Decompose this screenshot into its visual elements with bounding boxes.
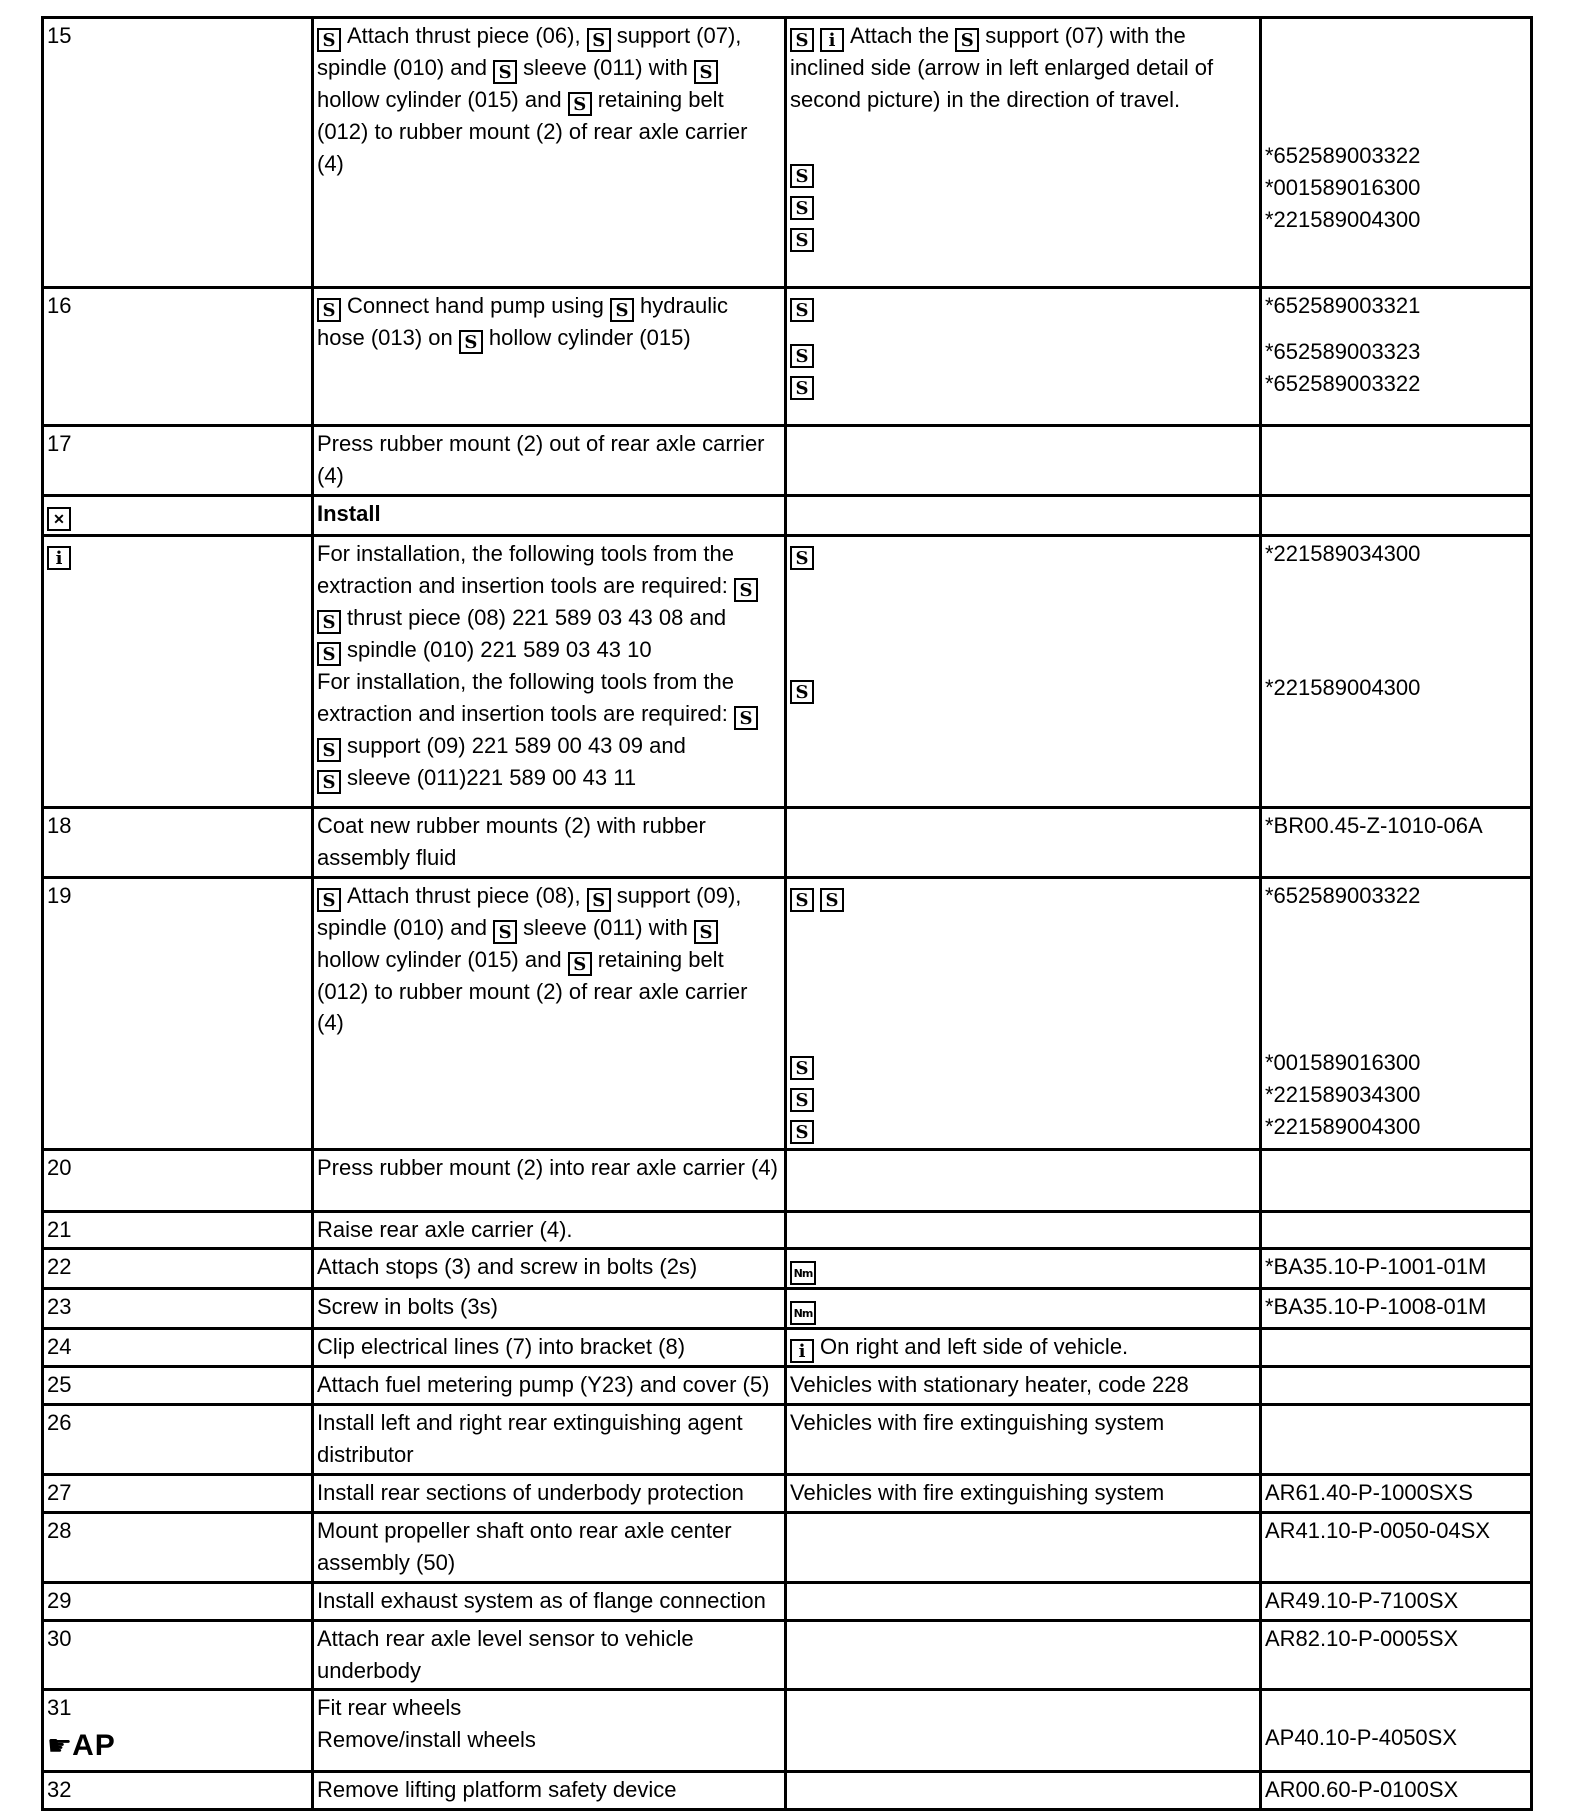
step-description: Remove lifting platform safety device <box>313 1771 786 1809</box>
special-tool-icon[interactable]: S <box>317 738 341 762</box>
step-notes <box>786 535 1261 807</box>
table-row <box>43 1513 1532 1583</box>
special-tool-icon[interactable]: S <box>610 298 634 322</box>
table-row <box>43 495 1532 535</box>
reference-cell <box>1261 1367 1532 1405</box>
special-tool-icon[interactable]: S <box>317 770 341 794</box>
step-number: 17 <box>43 426 313 496</box>
special-tool-icon[interactable]: S <box>790 344 814 368</box>
tool-number[interactable]: *652589003321 <box>1265 293 1421 318</box>
table-row <box>43 1249 1532 1289</box>
step-description: S Attach thrust piece (08), S support (09), spindle (010) and S sleeve (011) with S hollow cylinder (015) and S retaining belt (012) to rubber mount (2) of rear axle carrier (4) <box>313 877 786 1149</box>
step-number: 32 <box>43 1771 313 1809</box>
reference-cell <box>1261 877 1532 1149</box>
step-notes <box>786 877 1261 1149</box>
special-tool-icon[interactable]: S <box>317 642 341 666</box>
step-notes: S i Attach the S support (07) with the inclined side (arrow in left enlarged detail of second picture) in the direction of travel. S S S <box>786 18 1261 288</box>
step-number: 30 <box>43 1620 313 1690</box>
step-description: Install left and right rear extinguishing agent distributor <box>313 1405 786 1475</box>
table-row <box>43 18 1532 288</box>
step-notes <box>786 1620 1261 1690</box>
tool-number[interactable]: *001589016300 <box>1265 1050 1421 1076</box>
step-number: 25 <box>43 1367 313 1405</box>
reference-cell <box>1261 807 1532 877</box>
step-description: Press rubber mount (2) out of rear axle carrier (4) <box>313 426 786 496</box>
step-notes <box>786 1690 1261 1771</box>
step-notes <box>786 426 1261 496</box>
step-notes <box>786 288 1261 426</box>
procedure-table <box>41 16 1533 1811</box>
table-row <box>43 1405 1532 1475</box>
special-tool-icon[interactable]: S <box>568 92 592 116</box>
table-row <box>43 1367 1532 1405</box>
special-tool-icon[interactable]: S <box>317 298 341 322</box>
table-row <box>43 1620 1532 1690</box>
table-row <box>43 1771 1532 1809</box>
special-tool-icon[interactable]: S <box>734 706 758 730</box>
reference-cell <box>1261 288 1532 426</box>
reference-cell <box>1261 1211 1532 1249</box>
special-tool-icon[interactable]: S <box>790 28 814 52</box>
step-description: Clip electrical lines (7) into bracket (8) <box>313 1329 786 1367</box>
tool-number[interactable]: *001589016300 <box>1265 174 1421 200</box>
document-reference-link[interactable]: AR00.60-P-0100SX <box>1265 1776 1459 1802</box>
step-notes <box>786 1249 1261 1289</box>
step-number: 31 ☛AP <box>43 1690 313 1771</box>
step-number: 26 <box>43 1405 313 1475</box>
info-icon: i <box>47 546 71 570</box>
tool-number[interactable]: *652589003322 <box>1265 882 1421 908</box>
info-icon: i <box>790 1339 814 1363</box>
reference-cell <box>1261 1289 1532 1329</box>
reference-cell <box>1261 426 1532 496</box>
reference-cell <box>1261 1620 1532 1690</box>
table-row <box>43 877 1532 1149</box>
step-number: 22 <box>43 1249 313 1289</box>
step-marker <box>43 495 313 535</box>
table-row <box>43 426 1532 496</box>
step-notes <box>786 1149 1261 1211</box>
special-tool-icon[interactable]: S <box>694 920 718 944</box>
torque-icon[interactable]: Nm <box>790 1261 816 1285</box>
step-number: 20 <box>43 1149 313 1211</box>
step-notes <box>786 1289 1261 1329</box>
table-row <box>43 1690 1532 1771</box>
special-tool-icon[interactable]: S <box>790 546 814 570</box>
document-reference-link[interactable]: AP40.10-P-4050SX <box>1265 1725 1458 1751</box>
tool-number[interactable]: *221589004300 <box>1265 1114 1421 1140</box>
step-number: 24 <box>43 1329 313 1367</box>
special-tool-icon[interactable]: S <box>790 376 814 400</box>
step-notes <box>786 1513 1261 1583</box>
step-notes: Vehicles with stationary heater, code 228 <box>786 1367 1261 1405</box>
special-tool-icon[interactable]: S <box>493 920 517 944</box>
special-tool-icon[interactable]: S <box>820 888 844 912</box>
reference-cell <box>1261 1513 1532 1583</box>
step-notes <box>786 1582 1261 1620</box>
step-description: For installation, the following tools from the extraction and insertion tools are required: S S thrust piece (08) 221 589 03 43 08 and S spindle (010) 221 589 03 43 10 For installation, the following tools from the extraction and insertion tools are required: S S support (09) 221 589 00 43 09 and S sleeve (011)221 589 00 43 11 <box>313 535 786 807</box>
special-tool-icon[interactable]: S <box>587 28 611 52</box>
document-reference-link[interactable]: AR41.10-P-0050-04SX <box>1265 1518 1491 1544</box>
reference-cell <box>1261 495 1532 535</box>
tool-number[interactable]: *652589003322 <box>1265 370 1421 396</box>
step-number: 15 <box>43 18 313 288</box>
table-row <box>43 1582 1532 1620</box>
step-notes <box>786 1211 1261 1249</box>
step-description: Attach rear axle level sensor to vehicle underbody <box>313 1620 786 1690</box>
step-number: 16 <box>43 288 313 426</box>
tool-number[interactable]: *221589034300 <box>1265 540 1421 566</box>
step-number: 19 <box>43 877 313 1149</box>
special-tool-icon[interactable]: S <box>459 330 483 354</box>
reference-cell <box>1261 18 1532 288</box>
step-description: S Connect hand pump using S hydraulic hose (013) on S hollow cylinder (015) <box>313 288 786 426</box>
reference-cell <box>1261 535 1532 807</box>
section-heading: Install <box>313 495 786 535</box>
step-notes: Vehicles with fire extinguishing system <box>786 1475 1261 1513</box>
step-marker <box>43 535 313 807</box>
reference-cell <box>1261 1149 1532 1211</box>
step-number: 28 <box>43 1513 313 1583</box>
install-icon: ✕ <box>47 507 71 531</box>
document-reference-link[interactable]: *BA35.10-P-1001-01M <box>1265 1254 1487 1280</box>
special-tool-icon[interactable]: S <box>568 952 592 976</box>
document-reference-link[interactable]: AR61.40-P-1000SXS <box>1265 1480 1473 1506</box>
step-notes <box>786 1771 1261 1809</box>
document-reference-link[interactable]: AR49.10-P-7100SX <box>1265 1587 1459 1613</box>
step-number: 18 <box>43 807 313 877</box>
step-description: Screw in bolts (3s) <box>313 1289 786 1329</box>
document-reference-link[interactable]: *BR00.45-Z-1010-06A <box>1265 812 1483 838</box>
table-row <box>43 807 1532 877</box>
special-tool-icon[interactable]: S <box>790 228 814 252</box>
special-tool-icon[interactable]: S <box>790 1120 814 1144</box>
step-description: Install exhaust system as of flange connection <box>313 1582 786 1620</box>
special-tool-icon[interactable]: S <box>790 680 814 704</box>
special-tool-icon[interactable]: S <box>790 164 814 188</box>
table-row <box>43 1289 1532 1329</box>
step-notes <box>786 807 1261 877</box>
tool-number[interactable]: *221589004300 <box>1265 206 1421 232</box>
step-description: Raise rear axle carrier (4). <box>313 1211 786 1249</box>
special-tool-icon[interactable]: S <box>317 888 341 912</box>
step-number: 27 <box>43 1475 313 1513</box>
step-description: Coat new rubber mounts (2) with rubber assembly fluid <box>313 807 786 877</box>
table-row <box>43 1329 1532 1367</box>
table-row <box>43 535 1532 807</box>
pointing-hand-icon: ☛ <box>47 1729 73 1763</box>
step-description: Press rubber mount (2) into rear axle carrier (4) <box>313 1149 786 1211</box>
reference-cell <box>1261 1582 1532 1620</box>
step-description: S Attach thrust piece (06), S support (07), spindle (010) and S sleeve (011) with S hollow cylinder (015) and S retaining belt (012) to rubber mount (2) of rear axle carrier (4) <box>313 18 786 288</box>
special-tool-icon[interactable]: S <box>955 28 979 52</box>
document-reference-link[interactable]: *BA35.10-P-1008-01M <box>1265 1294 1487 1320</box>
special-tool-icon[interactable]: S <box>790 1056 814 1080</box>
special-tool-icon[interactable]: S <box>493 60 517 84</box>
special-tool-icon[interactable]: S <box>317 610 341 634</box>
tool-number[interactable]: *221589004300 <box>1265 674 1421 700</box>
step-number: 29 <box>43 1582 313 1620</box>
document-reference-link[interactable]: AR82.10-P-0005SX <box>1265 1625 1459 1651</box>
special-tool-icon[interactable]: S <box>790 888 814 912</box>
step-notes: i On right and left side of vehicle. <box>786 1329 1261 1367</box>
reference-cell <box>1261 1475 1532 1513</box>
special-tool-icon[interactable]: S <box>587 888 611 912</box>
table-row <box>43 1475 1532 1513</box>
step-description: Fit rear wheels Remove/install wheels <box>313 1690 786 1771</box>
reference-cell <box>1261 1771 1532 1809</box>
special-tool-icon[interactable]: S <box>790 1088 814 1112</box>
table-row <box>43 1149 1532 1211</box>
reference-cell <box>1261 1405 1532 1475</box>
special-tool-icon[interactable]: S <box>317 28 341 52</box>
step-notes <box>786 495 1261 535</box>
table-row <box>43 288 1532 426</box>
special-tool-icon[interactable]: S <box>734 578 758 602</box>
step-number: 21 <box>43 1211 313 1249</box>
info-icon: i <box>820 28 844 52</box>
step-description: Attach fuel metering pump (Y23) and cover (5) <box>313 1367 786 1405</box>
special-tool-icon[interactable]: S <box>694 60 718 84</box>
reference-cell <box>1261 1329 1532 1367</box>
tool-number[interactable]: *652589003323 <box>1265 338 1421 364</box>
special-tool-icon[interactable]: S <box>790 196 814 220</box>
step-description: Attach stops (3) and screw in bolts (2s) <box>313 1249 786 1289</box>
step-description: Mount propeller shaft onto rear axle center assembly (50) <box>313 1513 786 1583</box>
step-description: Install rear sections of underbody protection <box>313 1475 786 1513</box>
table-row <box>43 1211 1532 1249</box>
tool-number[interactable]: *652589003322 <box>1265 143 1421 168</box>
special-tool-icon[interactable]: S <box>790 298 814 322</box>
step-notes: Vehicles with fire extinguishing system <box>786 1405 1261 1475</box>
torque-icon[interactable]: Nm <box>790 1301 816 1325</box>
step-number: 23 <box>43 1289 313 1329</box>
ap-reference[interactable]: ☛AP <box>47 1729 116 1763</box>
tool-number[interactable]: *221589034300 <box>1265 1082 1421 1108</box>
reference-cell <box>1261 1690 1532 1771</box>
reference-cell <box>1261 1249 1532 1289</box>
